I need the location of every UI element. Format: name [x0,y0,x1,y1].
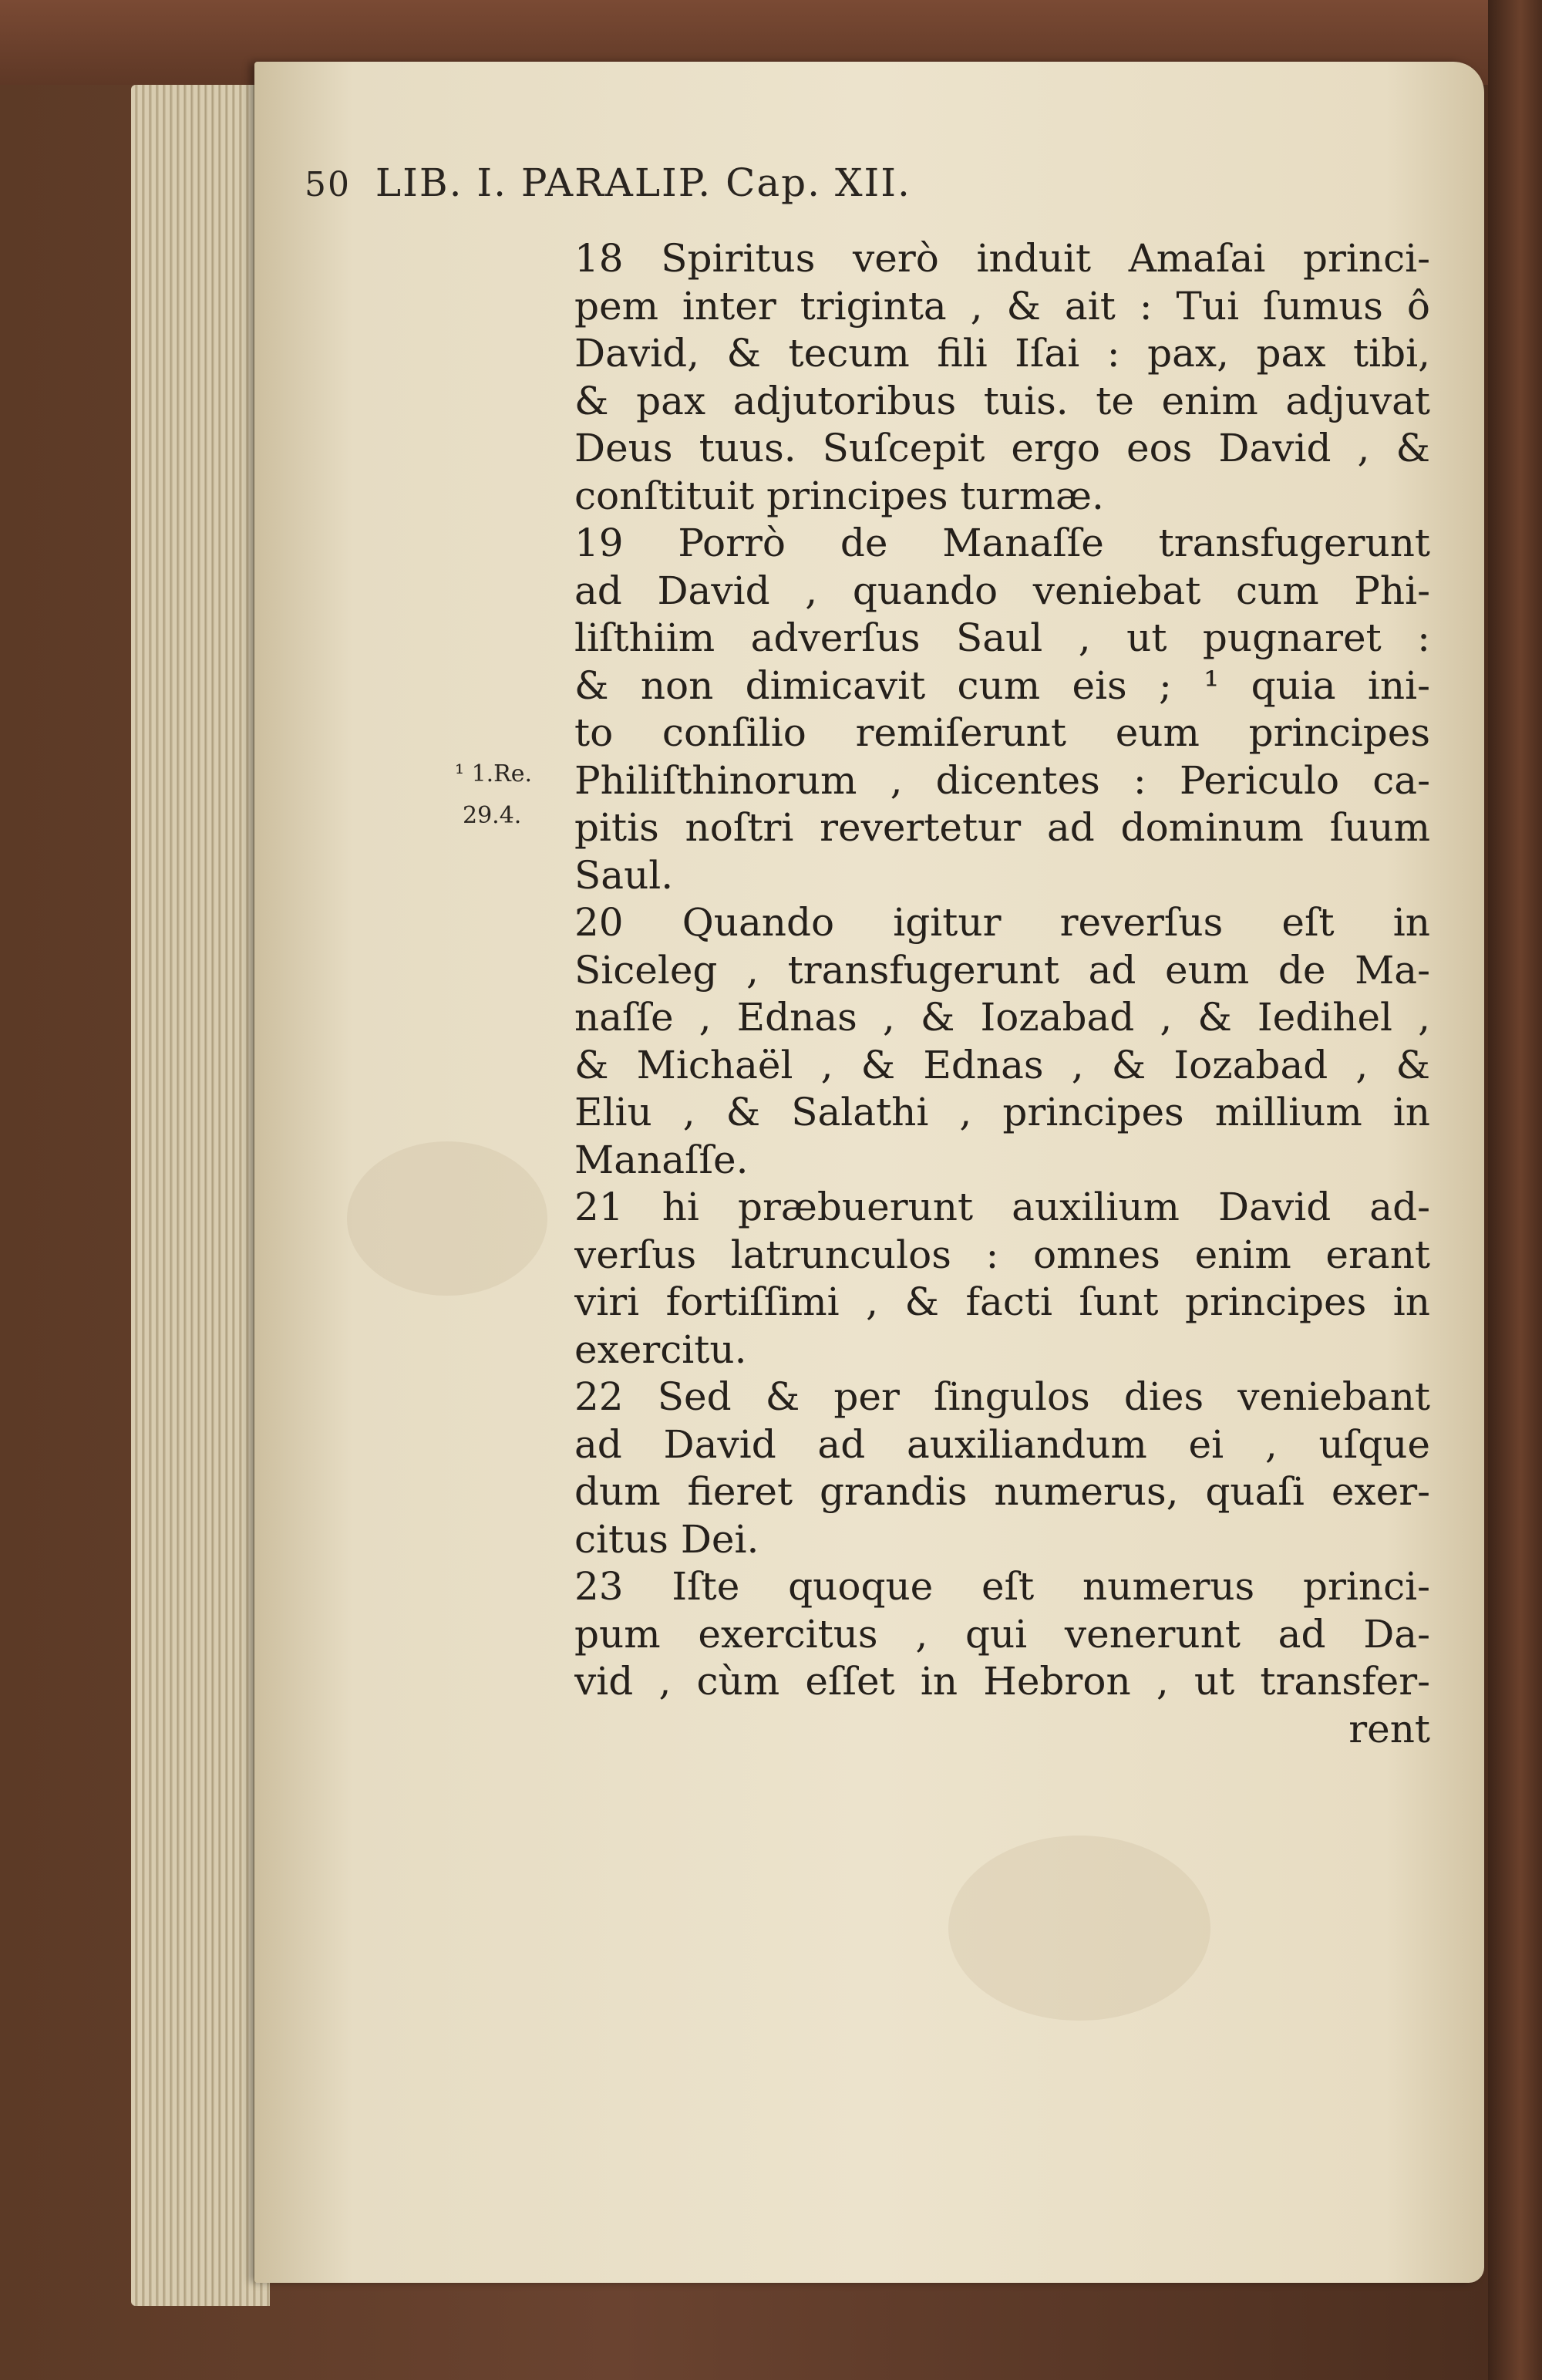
text-line: 22 Sed & per ſingulos dies veniebant [574,1374,1430,1419]
text-line: vid , cùm eſſet in Hebron , ut transfer- [574,1659,1430,1704]
text-line: ad David , quando veniebat cum Phi- [574,568,1430,613]
text-line: Philiſthinorum , dicentes : Periculo ca- [574,757,1430,803]
text-line: David, & tecum fili Iſai : pax, pax tibi, [574,331,1430,376]
text-line: pitis noſtri revertetur ad dominum ſuum [574,805,1430,850]
text-line: pum exercitus , qui venerunt ad Da- [574,1611,1430,1657]
paper-stain [347,1141,547,1296]
text-line: & pax adjutoribus tuis. te enim adjuvat [574,378,1430,423]
text-line: to conſilio remiſerunt eum principes [574,710,1430,755]
text-line: dum fieret grandis numerus, quaſi exer- [574,1469,1430,1514]
text-line: Deus tuus. Suſcepit ergo eos David , & [574,426,1430,470]
text-line: Manaſſe. [574,1137,749,1182]
text-line: 21 hi præbuerunt auxilium David ad- [574,1185,1430,1229]
page-number: 50 [305,165,351,204]
margin-reference-book: ¹ 1.Re. [455,760,533,787]
text-line: Siceleg , transfugerunt ad eum de Ma- [574,947,1430,993]
text-line: & non dimicavit cum eis ; ¹ quia ini- [574,662,1430,708]
leather-cover-edge [1488,0,1542,2380]
text-line: liſthiim adverſus Saul , ut pugnaret : [574,615,1430,660]
text-line: Saul. [574,852,674,898]
text-line: 23 Iſte quoque eſt numerus princi- [574,1564,1430,1609]
running-header [305,160,911,205]
page-block-edges [131,85,270,2306]
margin-reference-verse: 29.4. [463,802,522,829]
body-text [574,235,1430,1753]
catchword: rent [1348,1706,1430,1751]
text-line: exercitu. [574,1327,747,1372]
text-line: pem inter triginta , & ait : Tui ſumus ô [574,283,1430,329]
text-line: 20 Quando igitur reverſus eſt in [574,900,1430,945]
text-line: verſus latrunculos : omnes enim erant [574,1232,1430,1277]
text-line: viri fortiſſimi , & facti ſunt principes in [574,1279,1430,1324]
text-line: Eliu , & Salathi , principes millium in [574,1090,1430,1134]
text-line: ad David ad auxiliandum ei , uſque [574,1421,1430,1467]
paper-stain [948,1836,1210,2021]
text-line: & Michaël , & Ednas , & Iozabad , & [574,1042,1430,1087]
text-line: conſtituit principes turmæ. [574,473,1104,518]
text-line: citus Dei. [574,1516,759,1562]
running-title: LIB. I. PARALIP. Cap. XII. [375,160,911,205]
text-line: naſſe , Ednas , & Iozabad , & Iedihel , [574,995,1430,1040]
text-line: 19 Porrò de Manaſſe transfugerunt [574,521,1430,565]
text-line: 18 Spiritus verò induit Amaſai princi- [574,236,1430,281]
